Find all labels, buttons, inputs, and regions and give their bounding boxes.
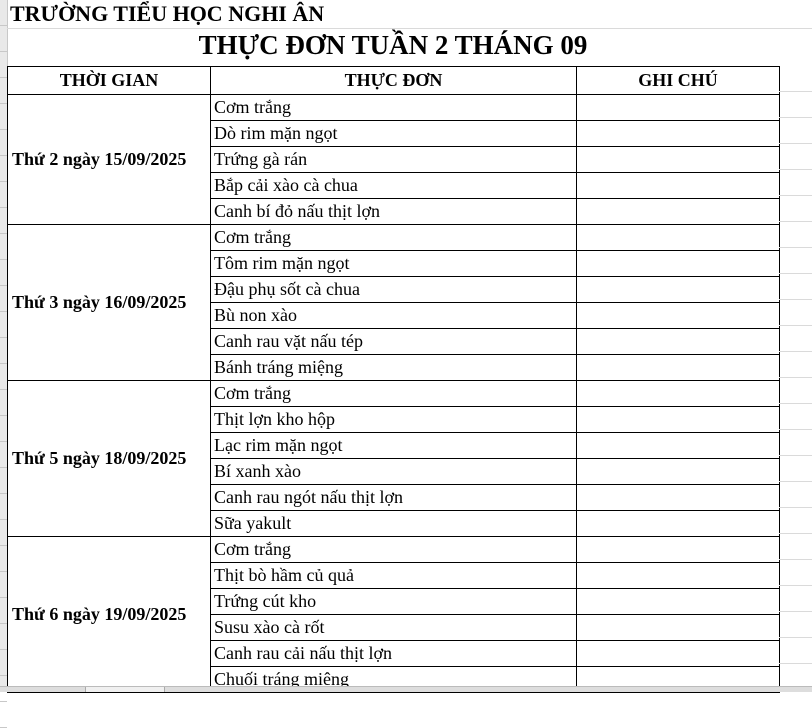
note-cell[interactable] [577, 407, 780, 433]
row-number[interactable] [0, 598, 7, 624]
note-cell[interactable] [577, 303, 780, 329]
gridline [779, 456, 812, 482]
menu-item-cell[interactable]: Lạc rim mặn ngọt [211, 433, 577, 459]
gridline [779, 534, 812, 560]
note-cell[interactable] [577, 615, 780, 641]
gridline [779, 404, 812, 430]
gridline [779, 144, 812, 170]
gridline [779, 274, 812, 300]
gridline [779, 196, 812, 222]
day-cell[interactable]: Thứ 6 ngày 19/09/2025 [8, 537, 211, 693]
note-cell[interactable] [577, 147, 780, 173]
row-number[interactable] [0, 546, 7, 572]
menu-item-cell[interactable]: Thịt bò hầm củ quả [211, 563, 577, 589]
gridline [779, 352, 812, 378]
menu-item-cell[interactable]: Canh rau vặt nấu tép [211, 329, 577, 355]
note-cell[interactable] [577, 459, 780, 485]
table-row [8, 537, 780, 563]
menu-item-cell[interactable]: Bí xanh xào [211, 459, 577, 485]
note-cell[interactable] [577, 277, 780, 303]
menu-item-cell[interactable]: Susu xào cà rốt [211, 615, 577, 641]
empty-column[interactable] [779, 66, 812, 692]
menu-item-cell[interactable]: Cơm trắng [211, 225, 577, 251]
row-number[interactable] [0, 416, 7, 442]
gridline [779, 612, 812, 638]
menu-item-cell[interactable]: Canh rau cải nấu thịt lợn [211, 641, 577, 667]
menu-item-cell[interactable]: Canh rau ngót nấu thịt lợn [211, 485, 577, 511]
menu-item-cell[interactable]: Sữa yakult [211, 511, 577, 537]
note-cell[interactable] [577, 199, 780, 225]
note-cell[interactable] [577, 381, 780, 407]
row-number[interactable] [0, 312, 7, 338]
note-cell[interactable] [577, 433, 780, 459]
menu-item-cell[interactable]: Tôm rim mặn ngọt [211, 251, 577, 277]
note-cell[interactable] [577, 95, 780, 121]
gridline [779, 222, 812, 248]
row-number[interactable] [0, 26, 7, 52]
sheet-tab-area[interactable] [0, 687, 86, 692]
row-number[interactable] [0, 390, 7, 416]
menu-item-cell[interactable]: Cơm trắng [211, 95, 577, 121]
menu-item-cell[interactable]: Dò rim mặn ngọt [211, 121, 577, 147]
menu-item-cell[interactable]: Cơm trắng [211, 381, 577, 407]
note-cell[interactable] [577, 589, 780, 615]
gridline [779, 92, 812, 118]
gridline [779, 326, 812, 352]
gridline [779, 118, 812, 144]
gridline [779, 378, 812, 404]
school-name: TRƯỜNG TIỂU HỌC NGHI ÂN [10, 1, 324, 27]
row-number[interactable] [0, 286, 7, 312]
note-cell[interactable] [577, 173, 780, 199]
gridline [779, 638, 812, 664]
header-menu[interactable]: THỰC ĐƠN [211, 67, 577, 95]
menu-item-cell[interactable]: Cơm trắng [211, 537, 577, 563]
table-row [8, 95, 780, 121]
gridline [779, 248, 812, 274]
gridline [779, 170, 812, 196]
note-cell[interactable] [577, 563, 780, 589]
row-number[interactable] [0, 572, 7, 598]
header-time[interactable]: THỜI GIAN [8, 67, 211, 95]
gridline [779, 482, 812, 508]
menu-item-cell[interactable]: Bắp cải xào cà chua [211, 173, 577, 199]
row-number[interactable] [0, 208, 7, 234]
menu-item-cell[interactable]: Thịt lợn kho hộp [211, 407, 577, 433]
gridline [779, 66, 812, 92]
note-cell[interactable] [577, 355, 780, 381]
gridline [7, 28, 812, 29]
row-number[interactable] [0, 338, 7, 364]
menu-item-cell[interactable]: Đậu phụ sốt cà chua [211, 277, 577, 303]
menu-item-cell[interactable]: Bù non xào [211, 303, 577, 329]
note-cell[interactable] [577, 511, 780, 537]
row-number[interactable] [0, 260, 7, 286]
day-cell[interactable]: Thứ 2 ngày 15/09/2025 [8, 95, 211, 225]
row-number[interactable] [0, 624, 7, 650]
row-number[interactable] [0, 364, 7, 390]
header-note[interactable]: GHI CHÚ [577, 67, 780, 95]
table-row [8, 225, 780, 251]
row-number[interactable] [0, 0, 7, 26]
day-cell[interactable]: Thứ 5 ngày 18/09/2025 [8, 381, 211, 537]
menu-item-cell[interactable]: Canh bí đỏ nấu thịt lợn [211, 199, 577, 225]
note-cell[interactable] [577, 121, 780, 147]
row-number[interactable] [0, 702, 7, 728]
gridline [779, 560, 812, 586]
gridline [779, 430, 812, 456]
note-cell[interactable] [577, 485, 780, 511]
menu-item-cell[interactable]: Bánh tráng miệng [211, 355, 577, 381]
gridline [779, 508, 812, 534]
note-cell[interactable] [577, 251, 780, 277]
row-number[interactable] [0, 520, 7, 546]
row-number[interactable] [0, 494, 7, 520]
gridline [779, 300, 812, 326]
menu-item-cell[interactable]: Trứng cút kho [211, 589, 577, 615]
menu-table [7, 66, 780, 693]
row-number[interactable] [0, 156, 7, 182]
row-number[interactable] [0, 234, 7, 260]
row-number[interactable] [0, 650, 7, 676]
note-cell[interactable] [577, 329, 780, 355]
menu-item-cell[interactable]: Chuối tráng miệng [211, 667, 577, 693]
row-number[interactable] [0, 52, 7, 78]
row-number[interactable] [0, 182, 7, 208]
scrollbar-thumb[interactable] [164, 687, 812, 692]
gridline [779, 586, 812, 612]
row-number[interactable] [0, 442, 7, 468]
row-number[interactable] [0, 104, 7, 130]
row-number[interactable] [0, 468, 7, 494]
menu-item-cell[interactable]: Trứng gà rán [211, 147, 577, 173]
row-number[interactable] [0, 78, 7, 104]
menu-title: THỰC ĐƠN TUẦN 2 THÁNG 09 [7, 30, 779, 61]
row-number[interactable] [0, 130, 7, 156]
note-cell[interactable] [577, 225, 780, 251]
horizontal-scrollbar[interactable] [0, 686, 812, 692]
day-cell[interactable]: Thứ 3 ngày 16/09/2025 [8, 225, 211, 381]
header-row [8, 67, 780, 95]
note-cell[interactable] [577, 641, 780, 667]
note-cell[interactable] [577, 537, 780, 563]
table-row [8, 381, 780, 407]
